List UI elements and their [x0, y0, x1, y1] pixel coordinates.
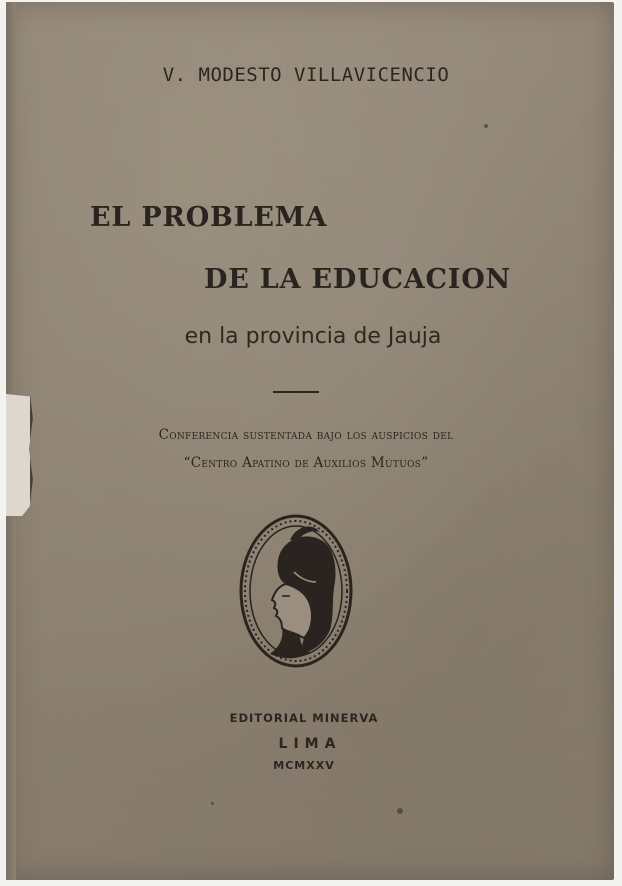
conference-line-1: Conferencia sustentada bajo los auspicios del	[158, 427, 454, 443]
divider-rule	[273, 391, 319, 393]
title-line-2: DE LA EDUCACION	[204, 264, 512, 295]
author-name: V. MODESTO VILLAVICENCIO	[162, 64, 450, 86]
book-cover	[6, 2, 614, 880]
conference-line-2: “Centro Apatino de Auxilios Mútuos”	[183, 455, 429, 471]
ink-spot	[484, 124, 488, 128]
subtitle: en la provincia de Jauja	[184, 324, 442, 349]
ink-spot	[397, 808, 403, 814]
publication-city: LIMA	[278, 736, 342, 752]
publisher-name: EDITORIAL MINERVA	[229, 711, 379, 725]
publication-year: MCMXXV	[273, 759, 335, 772]
title-line-1: EL PROBLEMA	[90, 202, 328, 233]
ink-spot	[211, 802, 214, 805]
minerva-head-emblem	[238, 512, 354, 670]
